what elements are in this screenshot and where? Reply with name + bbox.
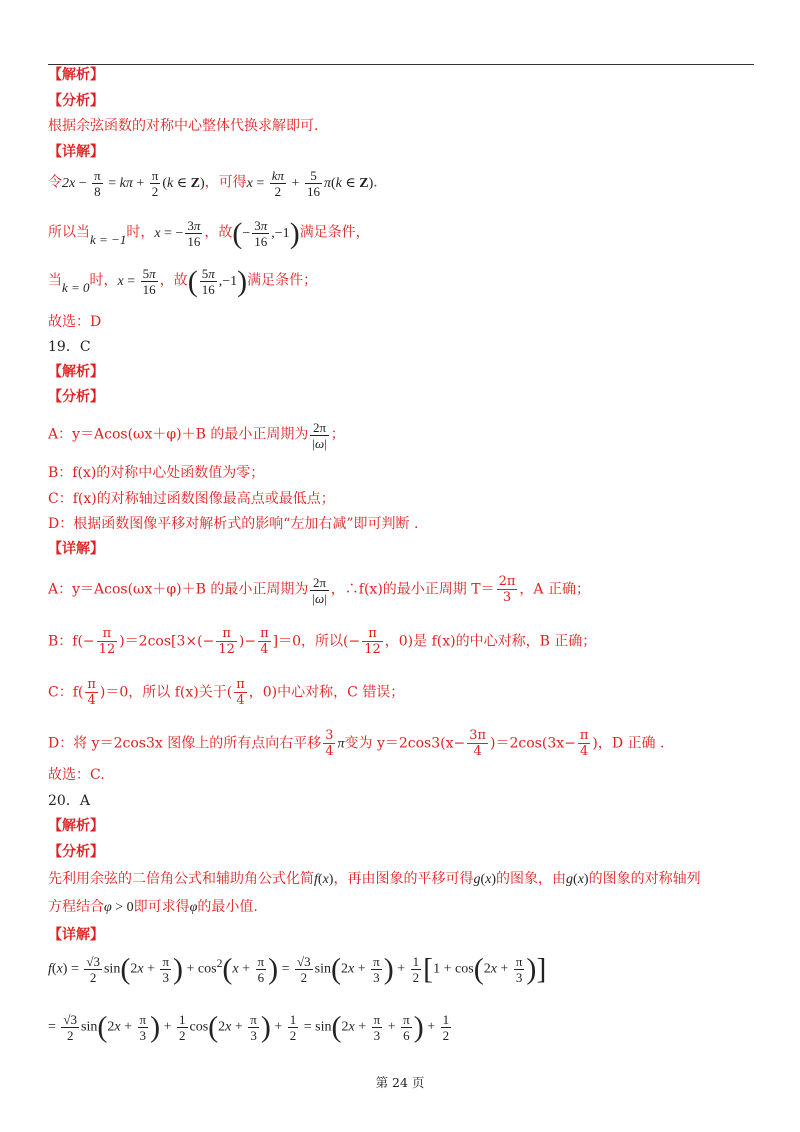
q19-detail-d: D：将 y＝2cos3x 图像上的所有点向右平移 $\frac{3}{4}$ π变为 y＝2cos3(x− $\frac{3\pi}{4}$ )＝2cos(3x− $\frac{\pi}{4}$ )，D 正确 .: [48, 728, 665, 759]
q20-formula-1: f(x) = $\frac{√3}{2}$ sin(2x + $\frac{\pi}{3}$ ) + $\cos^2(x$ + $\frac{\pi}{6}$ ) = $\frac{√3}{2}$ sin(2x + $\frac{\pi}{3}$ ) + $\frac{1}{2}$ [1 + cos(2x + $\frac{\pi}{3}$ )]: [48, 952, 547, 986]
q18-step1: 令2x − $\frac{\pi}{8}$ = kπ + $\frac{\pi}{2}$ (k ∈ Z)，可得x = $\frac{k\pi}{2}$ + $\frac{5}{16}$ π(k ∈ Z)．: [48, 168, 388, 199]
q20-analysis-2: 方程结合φ > 0即可求得φ的最小值.: [48, 899, 258, 915]
q19-answer: 故选：C.: [48, 767, 105, 783]
q20-number: 20．A: [48, 793, 90, 809]
q19-fenxi-d: D：根据函数图像平移对解析式的影响“左加右减”即可判断 .: [48, 516, 419, 532]
q18-step2: 所以当k = −1时，x = − $\frac{3\pi}{16}$ ，故(− $\frac{3\pi}{16}$ ,−1)满足条件，: [48, 216, 370, 250]
q19-fenxi-b: B：f(x)的对称中心处函数值为零；: [48, 465, 265, 481]
q19-fenxi-c: C：f(x)的对称轴过函数图像最高点或最低点；: [48, 491, 335, 507]
label-jiexi-19: 【解析】: [48, 364, 104, 380]
q18-answer: 故选：D: [48, 314, 102, 330]
q19-detail-c: C：f( $\frac{\pi}{4}$ )＝0，所以 f(x)关于( $\frac{\pi}{4}$ ，0)中心对称，C 错误；: [48, 677, 405, 708]
q19-fenxi-a: A：y＝Acos(ωx＋φ)＋B 的最小正周期为 $\frac{2\pi}{|\omega|}$ ；: [48, 420, 345, 451]
q19-detail-a: A：y＝Acos(ωx＋φ)＋B 的最小正周期为 $\frac{2\pi}{|\omega|}$ ，∴f(x)的最小正周期 T＝ $\frac{2\pi}{3}$ ，A 正确；: [48, 574, 590, 606]
q20-analysis-1: 先利用余弦的二倍角公式和辅助角公式化简f(x)，再由图象的平移可得g(x)的图象，由g(x)的图象的对称轴列: [48, 871, 701, 887]
label-fenxi-19: 【分析】: [48, 389, 104, 405]
label-xiangjie-20: 【详解】: [48, 927, 104, 943]
label-jiexi-18: 【解析】: [48, 67, 104, 83]
q19-number: 19．C: [48, 339, 91, 355]
label-fenxi-18: 【分析】: [48, 93, 104, 109]
label-fenxi-20: 【分析】: [48, 844, 104, 860]
label-xiangjie-19: 【详解】: [48, 541, 104, 557]
q19-detail-b: B：f(− $\frac{\pi}{12}$ )＝2cos[3×(− $\frac{\pi}{12}$ )− $\frac{\pi}{4}$ ]＝0，所以(− $\frac{\pi}{12}$ ，0)是 f(x)的中心对称，B 正确；: [48, 626, 597, 657]
label-xiangjie-18: 【详解】: [48, 144, 104, 160]
q18-step3: 当k = 0时，x = $\frac{5\pi}{16}$ ，故( $\frac{5\pi}{16}$ ,−1)满足条件；: [48, 264, 318, 298]
q20-formula-2: = $\frac{√3}{2}$ sin(2x + $\frac{\pi}{3}$ ) + $\frac{1}{2}$ cos(2x + $\frac{\pi}{3}$ ) + $\frac{1}{2}$ = sin(2x + $\frac{\pi}{3}$ + $\frac{\pi}{6}$ ) + $\frac{1}{2}$: [48, 1010, 450, 1044]
page-footer: 第 24 页: [375, 1075, 425, 1090]
header-rule: [48, 64, 754, 65]
label-jiexi-20: 【解析】: [48, 818, 104, 834]
q18-analysis: 根据余弦函数的对称中心整体代换求解即可.: [48, 118, 319, 134]
